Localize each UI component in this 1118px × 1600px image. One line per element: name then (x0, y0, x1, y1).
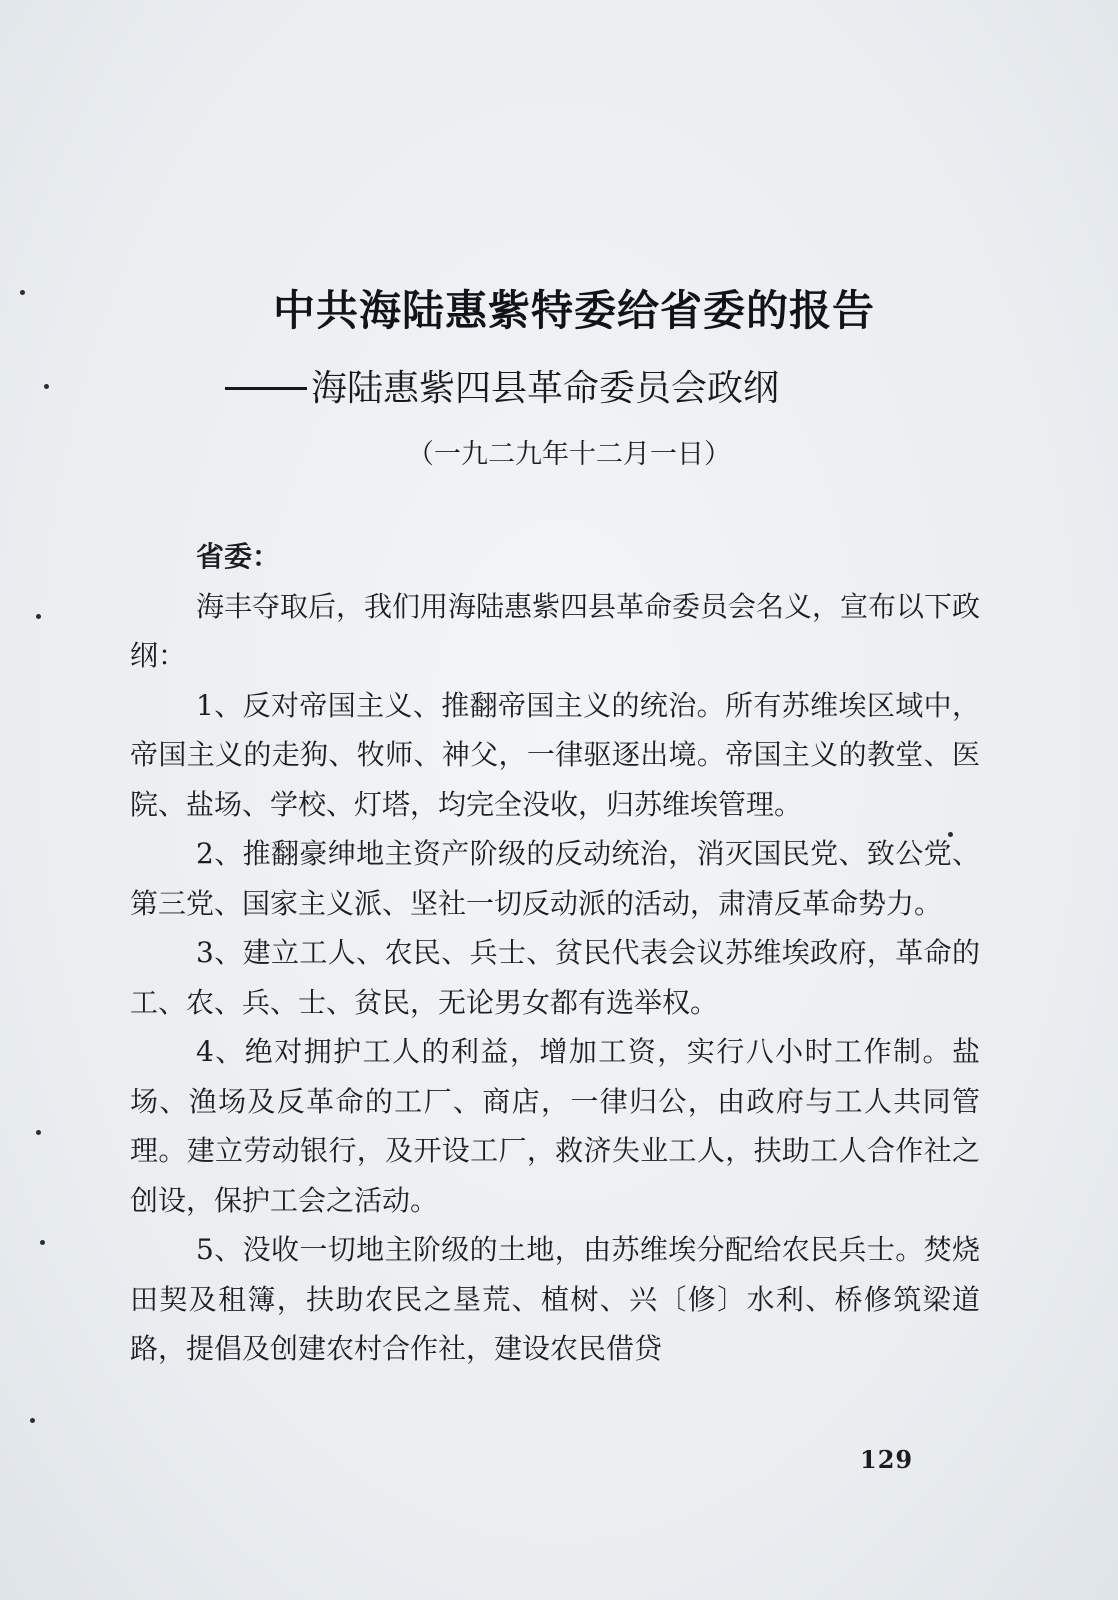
paragraph-item-2: 2、推翻豪绅地主资产阶级的反动统治，消灭国民党、致公党、第三党、国家主义派、坚社一切反动派的活动，肃清反革命势力。 (130, 837, 980, 920)
document-body (130, 532, 980, 1374)
scan-speck (44, 384, 49, 389)
scan-speck (40, 1240, 45, 1245)
document-date: （一九二九年十二月一日） (407, 439, 731, 470)
paragraph-item-4: 4、绝对拥护工人的利益，增加工资，实行八小时工作制。盐场、渔场及反革命的工厂、商店，一律归公，由政府与工人共同管理。建立劳动银行，及开设工厂，救济失业工人，扶助工人合作社之创设，保护工会之活动。 (130, 1035, 980, 1217)
em-dash-rule (225, 387, 307, 390)
paragraph-item-5: 5、没收一切地主阶级的土地，由苏维埃分配给农民兵士。焚烧田契及租簿，扶助农民之垦荒、植树、兴〔修〕水利、桥修筑梁道路，提倡及创建农村合作社，建设农民借贷 (130, 1233, 980, 1365)
paragraph-item-3: 3、建立工人、农民、兵士、贫民代表会议苏维埃政府，革命的工、农、兵、士、贫民，无论男女都有选举权。 (130, 936, 980, 1019)
document-subtitle (225, 360, 779, 411)
document-title: 中共海陆惠紫特委给省委的报告 (272, 286, 875, 335)
scan-speck (36, 614, 41, 619)
scan-speck (36, 1130, 41, 1135)
paragraph-item-1: 1、反对帝国主义、推翻帝国主义的统治。所有苏维埃区域中，帝国主义的走狗、牧师、神父，一律驱逐出境。帝国主义的教堂、医院、盐场、学校、灯塔，均完全没收，归苏维埃管理。 (130, 688, 980, 821)
paragraph-intro: 海丰夺取后，我们用海陆惠紫四县革命委员会名义，宣布以下政纲： (130, 589, 981, 672)
subtitle-text: 海陆惠紫四县革命委员会政纲 (311, 368, 780, 409)
scan-speck (30, 1418, 35, 1423)
page-number: 129 (860, 1445, 914, 1474)
salutation: 省委： (196, 540, 281, 573)
